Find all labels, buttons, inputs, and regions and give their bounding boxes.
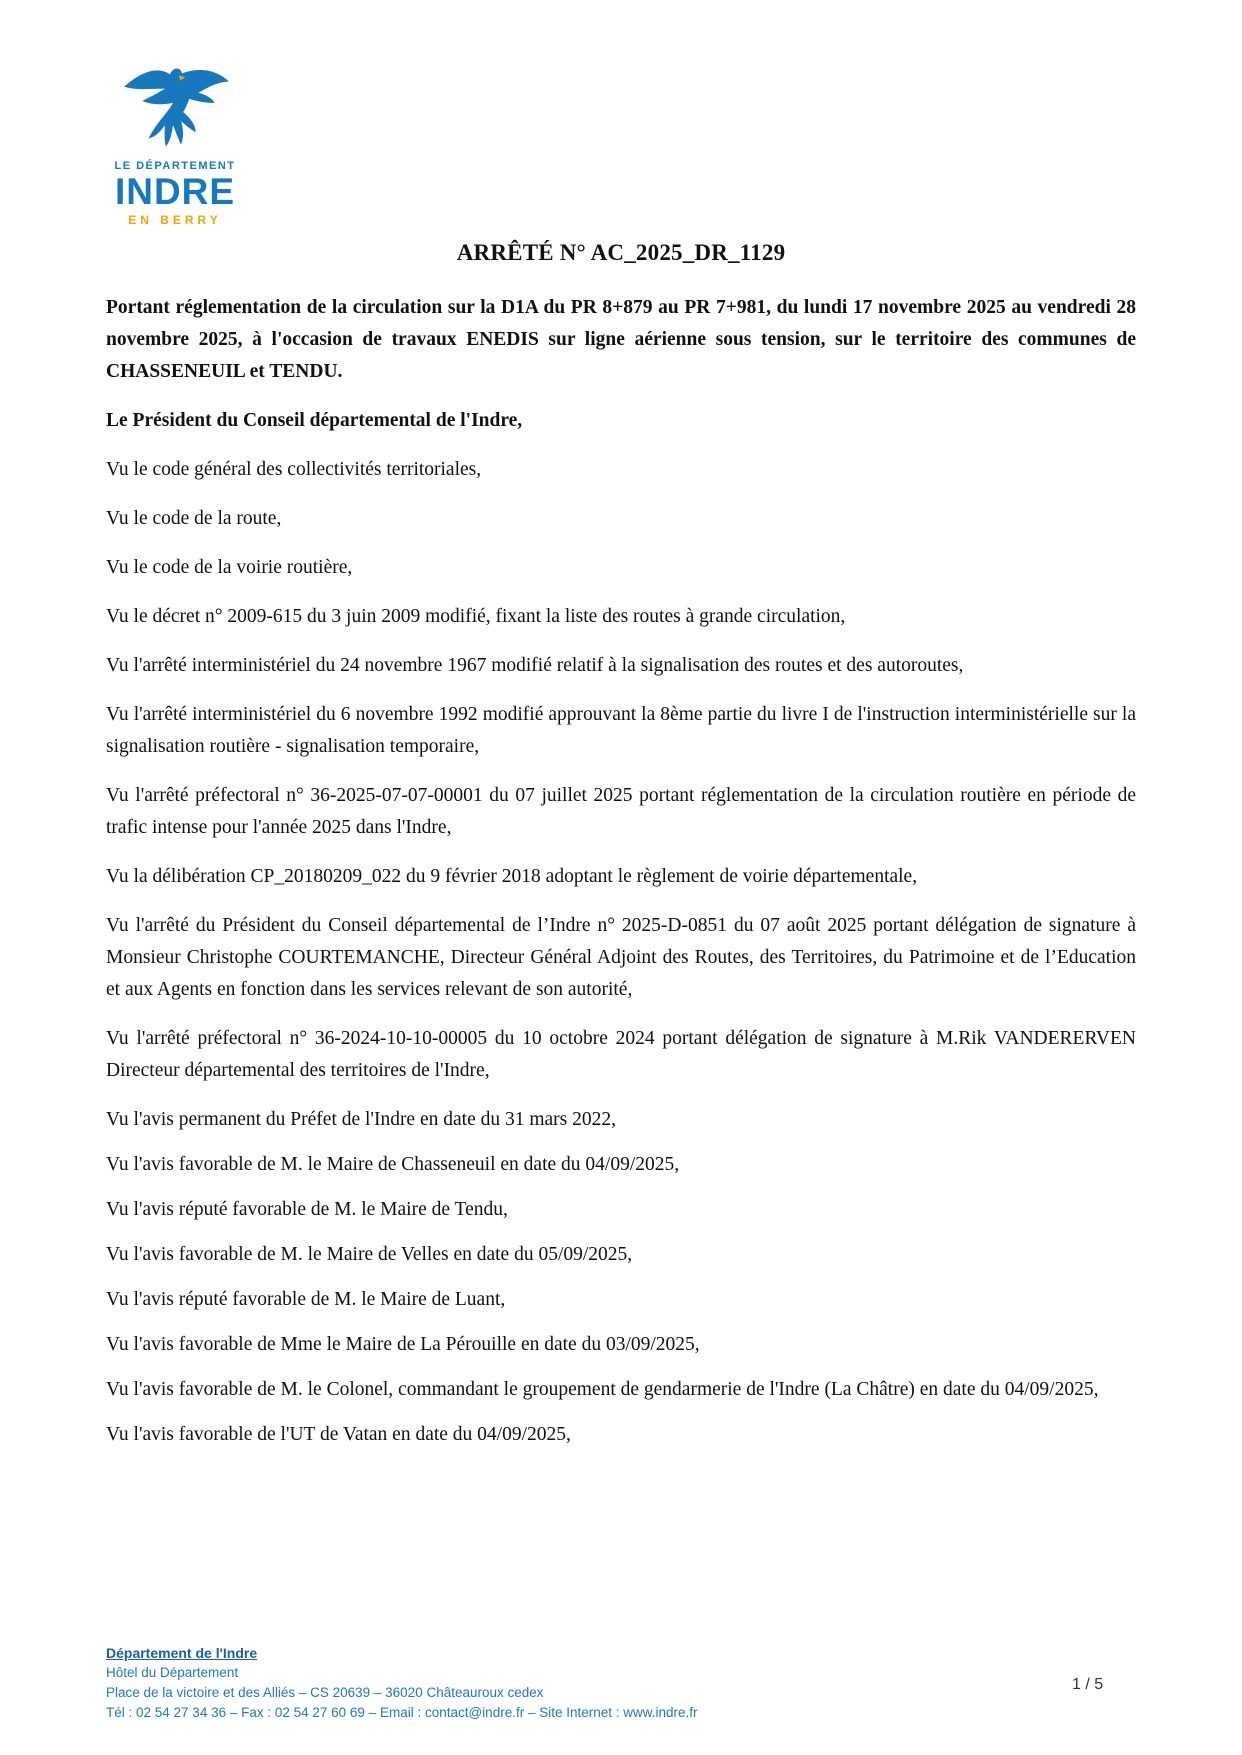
- indre-bird-logo-icon: [114, 62, 236, 158]
- visa-decret-2009: Vu le décret n° 2009-615 du 3 juin 2009 modifié, fixant la liste des routes à grande circulation,: [106, 606, 846, 627]
- authority-line: Le Président du Conseil départemental de l'Indre,: [106, 410, 523, 431]
- visa-avis-chasseneuil: Vu l'avis favorable de M. le Maire de Chasseneuil en date du 04/09/2025,: [106, 1154, 680, 1175]
- visa-avis-prefet: Vu l'avis permanent du Préfet de l'Indre en date du 31 mars 2022,: [106, 1109, 616, 1130]
- footer-contact-line: Tél : 02 54 27 34 36 – Fax : 02 54 27 60 69 – Email : contact@indre.fr – Site Internet : www.indre.fr: [106, 1705, 698, 1720]
- visa-arrete-1967: Vu l'arrêté interministériel du 24 novembre 1967 modifié relatif à la signalisation des routes et des autoroutes,: [106, 655, 964, 676]
- visa-arrete-prefectoral-2025: Vu l'arrêté préfectoral n° 36-2025-07-07-00001 du 07 juillet 2025 portant réglementation de la circulation routière en période de trafic intense pour l'année 2025 dans l'Indre,: [106, 785, 1136, 838]
- indre-department-logo: [110, 62, 240, 227]
- visa-avis-tendu: Vu l'avis réputé favorable de M. le Maire de Tendu,: [106, 1199, 508, 1220]
- logo-region: EN BERRY: [128, 213, 222, 227]
- visa-arrete-prefectoral-2024: Vu l'arrêté préfectoral n° 36-2024-10-10-00005 du 10 octobre 2024 portant délégation de signature à M.Rik VANDERERVEN Directeur départemental des territoires de l'Indre,: [106, 1028, 1136, 1081]
- logo-name: INDRE: [114, 171, 236, 212]
- visa-avis-la-perouille: Vu l'avis favorable de Mme le Maire de La Pérouille en date du 03/09/2025,: [106, 1334, 700, 1355]
- page-number: 1 / 5: [1072, 1676, 1104, 1693]
- subject-paragraph: Portant réglementation de la circulation sur la D1A du PR 8+879 au PR 7+981, du lundi 17 novembre 2025 au vendredi 28 novembre 2025, à l'occasion de travaux ENEDIS sur ligne aérienne sous tension, sur le territoire des communes de CHASSENEUIL et TENDU.: [106, 297, 1136, 382]
- visa-avis-gendarmerie: Vu l'avis favorable de M. le Colonel, commandant le groupement de gendarmerie de l'Indre (La Châtre) en date du 04/09/2025,: [106, 1379, 1099, 1400]
- visa-avis-ut-vatan: Vu l'avis favorable de l'UT de Vatan en date du 04/09/2025,: [106, 1424, 571, 1445]
- visa-code-voirie: Vu le code de la voirie routière,: [106, 557, 353, 578]
- visa-code-collectivites: Vu le code général des collectivités territoriales,: [106, 459, 482, 480]
- visa-deliberation-2018: Vu la délibération CP_20180209_022 du 9 février 2018 adoptant le règlement de voirie départementale,: [106, 866, 918, 887]
- footer: [106, 1643, 698, 1723]
- footer-org-name: Département de l'Indre: [106, 1645, 258, 1661]
- logo-department-label: LE DÉPARTEMENT: [114, 160, 236, 172]
- visa-avis-luant: Vu l'avis réputé favorable de M. le Maire de Luant,: [106, 1289, 506, 1310]
- document-title: ARRÊTÉ N° AC_2025_DR_1129: [456, 240, 786, 265]
- document-content: [106, 240, 1136, 1464]
- visa-avis-velles: Vu l'avis favorable de M. le Maire de Velles en date du 05/09/2025,: [106, 1244, 633, 1265]
- visa-delegation-signature: Vu l'arrêté du Président du Conseil départemental de l’Indre n° 2025-D-0851 du 07 août 2025 portant délégation de signature à Monsieur Christophe COURTEMANCHE, Directeur Général Adjoint des Routes, des Territoires, du Patrimoine et de l’Education et aux Agents en fonction dans les services relevant de son autorité,: [106, 915, 1136, 1000]
- visa-code-route: Vu le code de la route,: [106, 508, 282, 529]
- footer-building-line: Hôtel du Département: [106, 1665, 239, 1680]
- visa-arrete-1992: Vu l'arrêté interministériel du 6 novembre 1992 modifié approuvant la 8ème partie du livre I de l'instruction interministérielle sur la signalisation routière - signalisation temporaire,: [106, 704, 1136, 757]
- footer-address-line: Place de la victoire et des Alliés – CS 20639 – 36020 Châteauroux cedex: [106, 1685, 544, 1700]
